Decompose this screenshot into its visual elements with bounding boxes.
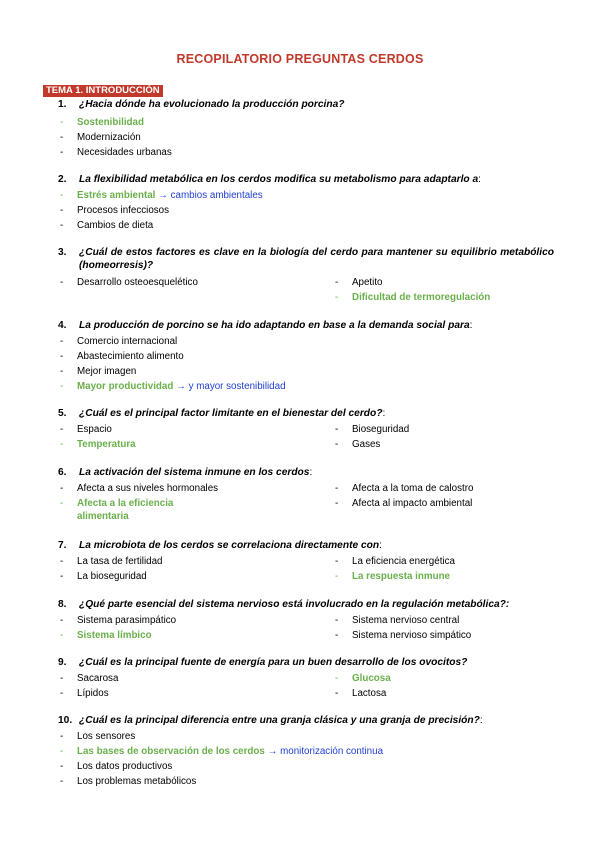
bullet-dash: - — [60, 761, 64, 772]
question-text — [79, 598, 554, 611]
bullet-dash: - — [60, 439, 64, 450]
question-10 — [58, 714, 554, 727]
option-text: Abastecimiento alimento — [77, 351, 184, 362]
option-text: Modernización — [77, 132, 141, 143]
bullet-dash: - — [60, 615, 64, 626]
bullet-dash: - — [60, 351, 64, 362]
bullet-dash: - — [60, 630, 64, 641]
bullet-dash: - — [60, 381, 64, 392]
option-label — [352, 629, 471, 642]
question-8 — [58, 598, 554, 611]
option-label — [352, 482, 473, 495]
option-text: Procesos infecciosos — [77, 205, 170, 216]
bullet-dash: - — [60, 336, 64, 347]
bullet-dash: - — [335, 571, 339, 582]
option-label — [77, 687, 109, 700]
option-label — [77, 730, 135, 743]
option-text: Temperatura — [77, 439, 136, 450]
option-text: Los datos productivos — [77, 761, 173, 772]
option-text: Sistema nervioso central — [352, 615, 460, 626]
question-number: 1. — [58, 99, 67, 110]
question-suffix: : — [382, 408, 386, 419]
option-label — [77, 775, 196, 788]
option-text: Gases — [352, 439, 381, 450]
bullet-dash: - — [335, 498, 339, 509]
question-2 — [58, 173, 554, 186]
option-label — [77, 745, 383, 758]
option-label — [77, 380, 286, 393]
bullet-dash: - — [335, 688, 339, 699]
bullet-dash: - — [60, 147, 64, 158]
option-label — [352, 497, 472, 510]
option-label — [77, 555, 163, 568]
bullet-dash: - — [60, 190, 64, 201]
bullet-dash: - — [60, 688, 64, 699]
question-text-body: ¿Cuál es la principal diferencia entre una granja clásica y una granja de precisión? — [79, 715, 480, 726]
option-text: La respuesta inmune — [352, 571, 450, 582]
question-text-body: La microbiota de los cerdos se correlaciona directamente con — [79, 540, 380, 551]
bullet-dash: - — [60, 673, 64, 684]
question-5 — [58, 407, 554, 420]
bullet-dash: - — [335, 424, 339, 435]
option-label — [77, 116, 144, 129]
question-text-body: ¿Cuál de estos factores es clave en la biología del cerdo para mantener su equilibrio metabólico (homeorresis)? — [79, 247, 554, 271]
option-label — [77, 219, 153, 232]
bullet-dash: - — [335, 615, 339, 626]
question-9 — [58, 656, 554, 669]
option-label — [352, 687, 386, 700]
option-text: La eficiencia energética — [352, 556, 455, 567]
option-label — [77, 672, 118, 685]
option-text: Apetito — [352, 277, 383, 288]
option-label — [77, 131, 141, 144]
question-number: 8. — [58, 599, 67, 610]
option-label — [352, 614, 459, 627]
bullet-dash: - — [60, 277, 64, 288]
bullet-dash: - — [60, 366, 64, 377]
option-note: → y mayor sostenibilidad — [173, 381, 286, 392]
question-text-body: ¿Hacia dónde ha evolucionado la producción porcina? — [79, 99, 345, 110]
question-number: 6. — [58, 467, 67, 478]
option-text: Espacio — [77, 424, 112, 435]
option-text: Afecta a la toma de calostro — [352, 483, 474, 494]
option-text: La tasa de fertilidad — [77, 556, 163, 567]
option-label — [77, 438, 136, 451]
bullet-dash: - — [60, 117, 64, 128]
bullet-dash: - — [335, 556, 339, 567]
bullet-dash: - — [335, 277, 339, 288]
question-number: 10. — [58, 715, 73, 726]
option-label — [77, 350, 184, 363]
question-number: 5. — [58, 408, 67, 419]
question-number: 7. — [58, 540, 67, 551]
option-text: Desarrollo osteoesquelético — [77, 277, 198, 288]
question-6 — [58, 466, 554, 479]
option-label — [352, 423, 409, 436]
option-text: Comercio internacional — [77, 336, 178, 347]
question-text-body: ¿Cuál es el principal factor limitante en el bienestar del cerdo? — [79, 408, 383, 419]
option-text: Afecta a sus niveles hormonales — [77, 483, 219, 494]
question-suffix: : — [379, 540, 382, 551]
document-title: RECOPILATORIO PREGUNTAS CERDOS — [176, 52, 424, 66]
bullet-dash: - — [335, 673, 339, 684]
question-suffix: : — [309, 467, 313, 478]
option-text: Lactosa — [352, 688, 387, 699]
question-text-body: La activación del sistema inmune en los cerdos — [79, 467, 310, 478]
bullet-dash: - — [60, 424, 64, 435]
question-text — [79, 539, 554, 552]
question-number: 2. — [58, 174, 67, 185]
option-note: → monitorización continua — [264, 746, 384, 757]
bullet-dash: - — [335, 439, 339, 450]
option-label — [352, 276, 383, 289]
option-label — [77, 760, 172, 773]
bullet-dash: - — [60, 556, 64, 567]
option-label — [352, 438, 380, 451]
question-text-body: La flexibilidad metabólica en los cerdos modifica su metabolismo para adaptarlo a — [79, 174, 479, 185]
question-text — [79, 319, 554, 332]
option-text: Estrés ambiental — [77, 190, 156, 201]
option-note: → cambios ambientales — [155, 190, 263, 201]
option-text: La bioseguridad — [77, 571, 147, 582]
option-text: Sistema nervioso simpático — [352, 630, 472, 641]
bullet-dash: - — [60, 776, 64, 787]
option-text: Dificultad de termoregulación — [352, 292, 491, 303]
option-label — [77, 614, 176, 627]
question-suffix: : — [469, 320, 473, 331]
option-text: Mayor productividad — [77, 381, 174, 392]
option-label — [352, 291, 490, 304]
bullet-dash: - — [335, 483, 339, 494]
option-label — [77, 335, 177, 348]
question-7 — [58, 539, 554, 552]
option-label — [77, 189, 263, 202]
question-text — [79, 656, 554, 669]
question-3 — [58, 246, 554, 272]
question-4 — [58, 319, 554, 332]
bullet-dash: - — [335, 292, 339, 303]
option-label — [77, 629, 152, 642]
question-text — [79, 407, 554, 420]
option-text: Sistema límbico — [77, 630, 152, 641]
option-text: Necesidades urbanas — [77, 147, 172, 158]
question-text-body: ¿Cuál es la principal fuente de energía para un buen desarrollo de los ovocitos? — [79, 657, 468, 668]
option-label — [77, 365, 136, 378]
option-label — [352, 672, 391, 685]
question-text — [79, 173, 554, 186]
option-text: Los sensores — [77, 731, 136, 742]
option-label — [77, 204, 169, 217]
option-label — [352, 555, 455, 568]
question-text-body: La producción de porcino se ha ido adaptando en base a la demanda social para — [79, 320, 470, 331]
question-number: 9. — [58, 657, 67, 668]
question-1 — [58, 98, 554, 111]
question-text — [79, 466, 554, 479]
question-suffix: : — [478, 174, 481, 185]
option-text: Afecta al impacto ambiental — [352, 498, 473, 509]
option-text: Las bases de observación de los cerdos — [77, 746, 265, 757]
option-text: Sostenibilidad — [77, 117, 144, 128]
option-text: Sacarosa — [77, 673, 119, 684]
option-label — [77, 497, 227, 523]
question-number: 3. — [58, 247, 67, 258]
option-text: Bioseguridad — [352, 424, 410, 435]
option-label — [352, 570, 450, 583]
option-text: Glucosa — [352, 673, 391, 684]
bullet-dash: - — [60, 731, 64, 742]
option-text: Afecta a la eficiencia alimentaria — [77, 498, 174, 522]
bullet-dash: - — [60, 746, 64, 757]
question-suffix: : — [479, 715, 483, 726]
bullet-dash: - — [60, 220, 64, 231]
question-text — [79, 246, 554, 272]
bullet-dash: - — [60, 483, 64, 494]
question-text — [79, 98, 554, 111]
option-label — [77, 276, 198, 289]
option-text: Lípidos — [77, 688, 109, 699]
option-text: Los problemas metabólicos — [77, 776, 197, 787]
question-number: 4. — [58, 320, 67, 331]
bullet-dash: - — [335, 630, 339, 641]
option-label — [77, 423, 112, 436]
bullet-dash: - — [60, 132, 64, 143]
option-label — [77, 482, 218, 495]
bullet-dash: - — [60, 205, 64, 216]
question-text-body: ¿Qué parte esencial del sistema nervioso está involucrado en la regulación metabólica?: — [79, 599, 510, 610]
bullet-dash: - — [60, 571, 64, 582]
option-text: Sistema parasimpático — [77, 615, 177, 626]
section-heading: TEMA 1. INTRODUCCIÓN — [43, 85, 163, 97]
option-text: Cambios de dieta — [77, 220, 154, 231]
question-text — [79, 714, 554, 727]
bullet-dash: - — [60, 498, 64, 509]
option-label — [77, 570, 147, 583]
option-text: Mejor imagen — [77, 366, 137, 377]
option-label — [77, 146, 172, 159]
